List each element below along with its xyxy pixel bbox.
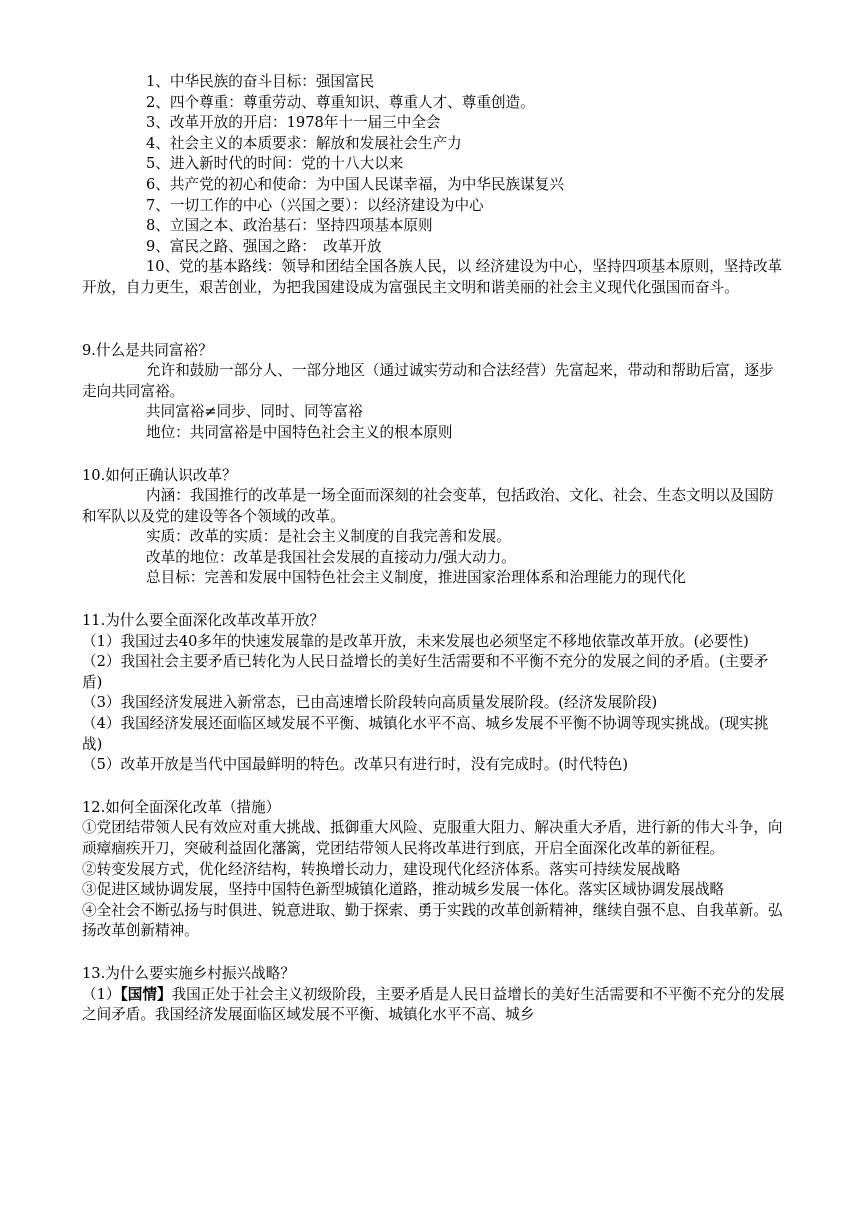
paragraph: 改革的地位：改革是我国社会发展的直接动力/强大动力。 bbox=[146, 548, 516, 566]
section-q9 bbox=[82, 341, 788, 444]
paragraph: 共同富裕≠同步、同时、同等富裕 bbox=[146, 403, 363, 421]
list-item: ②转变发展方式，优化经济结构，转换增长动力，建设现代化经济体系。落实可持续发展战略 bbox=[82, 860, 681, 878]
intro-list bbox=[82, 72, 788, 299]
section-title: 9.什么是共同富裕？ bbox=[82, 341, 213, 359]
intro-item-8: 8、立国之本、政治基石：坚持四项基本原则 bbox=[146, 217, 433, 235]
intro-item-2: 2、四个尊重：尊重劳动、尊重知识、尊重人才、尊重创造。 bbox=[146, 93, 535, 111]
section-title: 12.如何全面深化改革（措施） bbox=[82, 798, 281, 816]
intro-item-6: 6、共产党的初心和使命：为中国人民谋幸福，为中华民族谋复兴 bbox=[146, 175, 564, 193]
list-item bbox=[82, 985, 788, 1026]
document-page bbox=[82, 72, 788, 1026]
section-q11 bbox=[82, 611, 788, 776]
list-item: ④全社会不断弘扬与时俱进、锐意进取、勤于探索、勇于实践的改革创新精神，继续自强不息、自我革新。弘扬改革创新精神。 bbox=[82, 901, 783, 940]
section-title: 11.为什么要全面深化改革改革开放？ bbox=[82, 612, 325, 630]
list-item: （4）我国经济发展还面临区域发展不平衡、城镇化水平不高、城乡发展不平衡不协调等现实挑战。(现实挑战) bbox=[82, 715, 769, 753]
paragraph: 允许和鼓励一部分人、一部分地区（通过诚实劳动和合法经营）先富起来，带动和帮助后富，逐步走向共同富裕。 bbox=[82, 362, 774, 400]
section-title: 13.为什么要实施乡村振兴战略？ bbox=[82, 964, 295, 982]
paragraph: 实质：改革的实质：是社会主义制度的自我完善和发展。 bbox=[146, 528, 511, 546]
list-item: （5）改革开放是当代中国最鲜明的特色。改革只有进行时，没有完成时。(时代特色) bbox=[82, 756, 629, 774]
item-tag: 【国情】 bbox=[120, 985, 172, 1003]
paragraph: 地位：共同富裕是中国特色社会主义的根本原则 bbox=[146, 423, 453, 441]
intro-item-3: 3、改革开放的开启：1978年十一届三中全会 bbox=[146, 114, 441, 132]
intro-item-7: 7、一切工作的中心（兴国之要）：以经济建设为中心 bbox=[146, 196, 484, 214]
paragraph: 总目标：完善和发展中国特色社会主义制度，推进国家治理体系和治理能力的现代化 bbox=[146, 569, 686, 587]
list-item: （2）我国社会主要矛盾已转化为人民日益增长的美好生活需要和不平衡不充分的发展之间的矛盾。(主要矛盾) bbox=[82, 653, 769, 691]
section-q10 bbox=[82, 466, 788, 590]
intro-item-1: 1、中华民族的奋斗目标：强国富民 bbox=[146, 73, 375, 90]
item-number: （1） bbox=[82, 985, 121, 1003]
intro-item-4: 4、社会主义的本质要求：解放和发展社会生产力 bbox=[146, 134, 462, 152]
paragraph: 内涵：我国推行的改革是一场全面而深刻的社会变革，包括政治、文化、社会、生态文明以及国防和军队以及党的建设等各个领域的改革。 bbox=[82, 487, 774, 525]
list-item: ①党团结带领人民有效应对重大挑战、抵御重大风险、克服重大阻力、解决重大矛盾，进行新的伟大斗争，向顽瘴痼疾开刀，突破利益固化藩篱，党团结带领人民将改革进行到底，开启全面深化改革的新征程。 bbox=[82, 819, 783, 857]
list-item: （3）我国经济发展进入新常态，已由高速增长阶段转向高质量发展阶段。(经济发展阶段) bbox=[82, 694, 658, 712]
item-text: 我国正处于社会主义初级阶段，主要矛盾是人民日益增长的美好生活需要和不平衡不充分的发展之间矛盾。我国经济发展面临区域发展不平衡、城镇化水平不高、城乡 bbox=[82, 985, 785, 1024]
list-item: （1）我国过去40多年的快速发展靠的是改革开放，未来发展也必须坚定不移地依靠改革开放。(必要性) bbox=[82, 632, 749, 650]
section-title: 10.如何正确认识改革？ bbox=[82, 466, 237, 484]
section-q13 bbox=[82, 964, 788, 1026]
section-q12 bbox=[82, 798, 788, 942]
list-item: ③促进区域协调发展，坚持中国特色新型城镇化道路，推动城乡发展一体化。落实区域协调发展战略 bbox=[82, 881, 725, 899]
intro-item-5: 5、进入新时代的时间：党的十八大以来 bbox=[146, 155, 404, 173]
intro-item-10: 10、党的基本路线：领导和团结全国各族人民，以 经济建设为中心，坚持四项基本原则，坚持改革开放，自力更生，艰苦创业，为把我国建设成为富强民主文明和谐美丽的社会主义现代化强国而奋斗。 bbox=[82, 258, 783, 296]
intro-item-9: 9、富民之路、强国之路： 改革开放 bbox=[146, 237, 382, 255]
